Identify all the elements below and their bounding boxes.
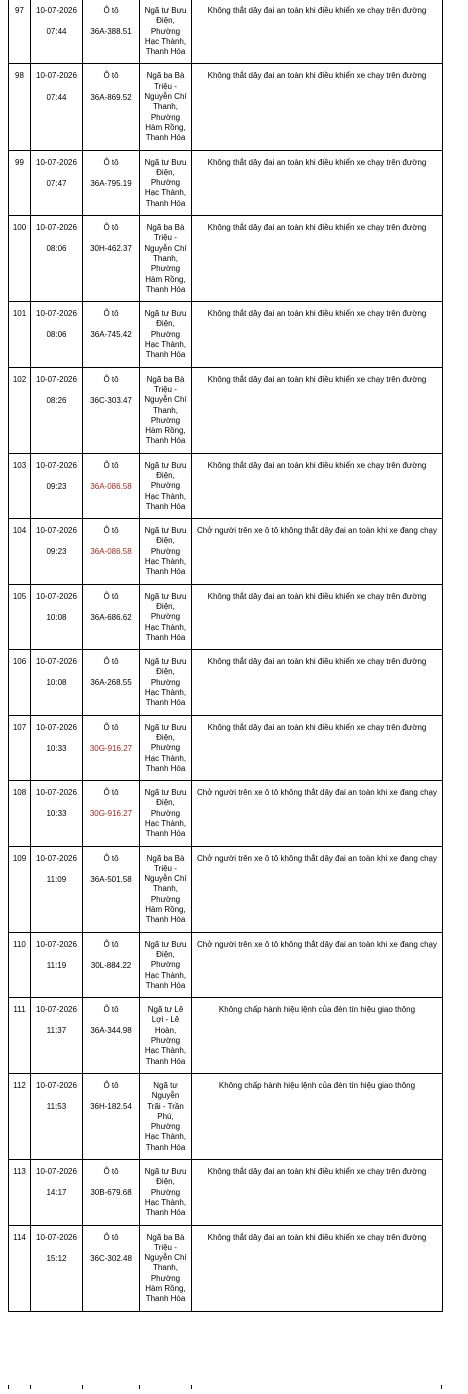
location-line: Ngã ba Bà xyxy=(146,71,185,81)
next-row-stub xyxy=(8,1376,442,1380)
location-line: Hạc Thành, xyxy=(144,340,187,350)
vehicle-type: Ô tô xyxy=(103,939,119,949)
location-cell xyxy=(140,932,192,997)
table-row xyxy=(9,781,443,846)
location-line: Điện, xyxy=(156,470,175,480)
location-cell xyxy=(140,302,192,367)
location-line: Ngã tư Bưu xyxy=(144,6,187,15)
violation-description: Chở người trên xe ô tô không thắt dây đai an toàn khi xe đang chạy xyxy=(192,846,443,932)
violation-description: Chở người trên xe ô tô không thắt dây đai an toàn khi xe đang chạy xyxy=(192,932,443,997)
location-line: Điện, xyxy=(156,1177,175,1187)
location-cell xyxy=(140,1225,192,1311)
vehicle-cell xyxy=(83,302,140,367)
location-line: Ngã tư Bưu xyxy=(144,939,187,949)
location-line: Hạc Thành, xyxy=(144,188,187,198)
time-text: 09:23 xyxy=(46,481,67,491)
row-number: 113 xyxy=(9,1160,31,1225)
row-number: 108 xyxy=(9,781,31,846)
location-line: Hàm Rồng, xyxy=(145,426,186,436)
vehicle-type: Ô tô xyxy=(103,657,119,667)
row-number: 112 xyxy=(9,1073,31,1159)
row-number: 100 xyxy=(9,216,31,302)
table-row xyxy=(9,64,443,150)
location-line: Ngã tư Bưu xyxy=(144,591,187,601)
datetime-cell xyxy=(31,932,83,997)
location-line: Thanh Hóa xyxy=(145,980,186,990)
row-number: 107 xyxy=(9,715,31,780)
row-number: 102 xyxy=(9,367,31,453)
datetime-cell xyxy=(31,650,83,715)
license-plate: 36A-388.51 xyxy=(90,27,132,37)
location-line: Điện, xyxy=(156,601,175,611)
datetime-cell xyxy=(31,715,83,780)
violation-description: Không thắt dây đai an toàn khi điều khiển xe chạy trên đường xyxy=(192,302,443,367)
date-text: 10-07-2026 xyxy=(36,460,77,470)
violation-description: Không thắt dây đai an toàn khi điều khiển xe chạy trên đường xyxy=(192,1160,443,1225)
location-line: Phường xyxy=(150,1122,181,1132)
location-line: Ngã tư Bưu xyxy=(144,788,187,798)
location-line: Triệu - xyxy=(154,384,177,394)
location-line: Thanh, xyxy=(153,884,178,894)
row-number: 101 xyxy=(9,302,31,367)
location-line: Hàm Rồng, xyxy=(145,122,186,132)
location-line: Thanh, xyxy=(153,405,178,415)
location-line: Điện, xyxy=(156,732,175,742)
location-line: Hạc Thành, xyxy=(144,622,187,632)
location-cell xyxy=(140,367,192,453)
datetime-cell xyxy=(31,998,83,1074)
location-line: Triệu - xyxy=(154,233,177,243)
vehicle-type: Ô tô xyxy=(103,309,119,319)
location-cell xyxy=(140,781,192,846)
location-line: Hạc Thành, xyxy=(144,970,187,980)
location-line: Phường xyxy=(150,481,181,491)
time-text: 11:19 xyxy=(46,960,67,970)
location-line: Điện, xyxy=(156,167,175,177)
date-text: 10-07-2026 xyxy=(36,71,77,81)
date-text: 10-07-2026 xyxy=(36,788,77,798)
table-row xyxy=(9,584,443,649)
location-cell xyxy=(140,1160,192,1225)
location-cell xyxy=(140,453,192,518)
location-line: Nguyễn Chí xyxy=(144,395,187,405)
location-cell xyxy=(140,150,192,215)
datetime-cell xyxy=(31,64,83,150)
location-line: Hạc Thành, xyxy=(144,36,187,46)
next-row-borders xyxy=(8,1385,442,1389)
vehicle-cell xyxy=(83,0,140,64)
date-text: 10-07-2026 xyxy=(36,1232,77,1242)
table-row xyxy=(9,453,443,518)
license-plate: 36A-268.55 xyxy=(90,678,132,688)
date-text: 10-07-2026 xyxy=(36,157,77,167)
vehicle-cell xyxy=(83,584,140,649)
location-line: Phường xyxy=(150,960,181,970)
location-line: Ngã tư Bưu xyxy=(144,526,187,536)
location-line: Hàm Rồng, xyxy=(145,905,186,915)
datetime-cell xyxy=(31,584,83,649)
location-line: Thanh Hóa xyxy=(145,763,186,773)
location-line: Điện, xyxy=(156,536,175,546)
location-line: Phường xyxy=(150,329,181,339)
row-number: 114 xyxy=(9,1225,31,1311)
table-row xyxy=(9,216,443,302)
location-line: Ngã tư Lê xyxy=(147,1005,184,1015)
location-line: Điện, xyxy=(156,16,175,26)
table-row xyxy=(9,1073,443,1159)
vehicle-type: Ô tô xyxy=(103,1005,119,1015)
table-row xyxy=(9,519,443,584)
location-line: Phường xyxy=(150,112,181,122)
vehicle-cell xyxy=(83,367,140,453)
license-plate: 36A-344.98 xyxy=(90,1026,132,1036)
location-line: Trãi - Trần xyxy=(147,1101,184,1111)
row-number: 97 xyxy=(9,0,31,64)
date-text: 10-07-2026 xyxy=(36,1080,77,1090)
location-line: Ngã tư Bưu xyxy=(144,722,187,732)
date-text: 10-07-2026 xyxy=(36,374,77,384)
license-plate: 36A-501.58 xyxy=(90,874,132,884)
vehicle-cell xyxy=(83,1160,140,1225)
datetime-cell xyxy=(31,1073,83,1159)
time-text: 07:44 xyxy=(46,92,67,102)
location-line: Lợi - Lê xyxy=(151,1015,180,1025)
time-text: 08:06 xyxy=(46,330,67,340)
vehicle-cell xyxy=(83,846,140,932)
row-number: 106 xyxy=(9,650,31,715)
vehicle-type: Ô tô xyxy=(103,6,119,15)
table-row xyxy=(9,0,443,64)
time-text: 10:08 xyxy=(46,612,67,622)
location-line: Hạc Thành, xyxy=(144,1046,187,1056)
location-line: Hàm Rồng, xyxy=(145,1283,186,1293)
license-plate: 36A-869.52 xyxy=(90,92,132,102)
location-cell xyxy=(140,0,192,64)
location-line: Phường xyxy=(150,894,181,904)
datetime-cell xyxy=(31,367,83,453)
location-line: Thanh Hóa xyxy=(145,47,186,57)
vehicle-cell xyxy=(83,150,140,215)
location-line: Thanh Hóa xyxy=(145,567,186,577)
time-text: 11:09 xyxy=(46,874,67,884)
violation-description: Không thắt dây đai an toàn khi điều khiển xe chạy trên đường xyxy=(192,584,443,649)
table-row xyxy=(9,715,443,780)
location-line: Điện, xyxy=(156,798,175,808)
location-line: Nguyễn xyxy=(151,1091,180,1101)
location-line: Ngã ba Bà xyxy=(146,1232,185,1242)
date-text: 10-07-2026 xyxy=(36,853,77,863)
license-plate: 36C-302.48 xyxy=(90,1253,132,1263)
violation-description: Không thắt dây đai an toàn khi điều khiển xe chạy trên đường xyxy=(192,64,443,150)
row-number: 104 xyxy=(9,519,31,584)
vehicle-type: Ô tô xyxy=(103,460,119,470)
location-line: Thanh Hóa xyxy=(145,1142,186,1152)
vehicle-cell xyxy=(83,1073,140,1159)
date-text: 10-07-2026 xyxy=(36,591,77,601)
vehicle-cell xyxy=(83,519,140,584)
vehicle-type: Ô tô xyxy=(103,591,119,601)
datetime-cell xyxy=(31,302,83,367)
violation-description: Không thắt dây đai an toàn khi điều khiển xe chạy trên đường xyxy=(192,0,443,64)
location-line: Thanh Hóa xyxy=(145,436,186,446)
violation-description: Chở người trên xe ô tô không thắt dây đai an toàn khi xe đang chạy xyxy=(192,781,443,846)
location-cell xyxy=(140,519,192,584)
vehicle-cell xyxy=(83,932,140,997)
location-line: Nguyễn Chí xyxy=(144,92,187,102)
row-number: 103 xyxy=(9,453,31,518)
location-line: Triệu - xyxy=(154,1242,177,1252)
table-row xyxy=(9,367,443,453)
license-plate: 36H-182.54 xyxy=(90,1102,132,1112)
datetime-cell xyxy=(31,216,83,302)
location-line: Ngã ba Bà xyxy=(146,853,185,863)
date-text: 10-07-2026 xyxy=(36,939,77,949)
location-line: Nguyễn Chí xyxy=(144,243,187,253)
location-line: Ngã tư Bưu xyxy=(144,460,187,470)
datetime-cell xyxy=(31,781,83,846)
vehicle-type: Ô tô xyxy=(103,526,119,536)
location-line: Thanh Hóa xyxy=(145,1056,186,1066)
table-row xyxy=(9,650,443,715)
date-text: 10-07-2026 xyxy=(36,1167,77,1177)
datetime-cell xyxy=(31,519,83,584)
location-cell xyxy=(140,846,192,932)
datetime-cell xyxy=(31,1225,83,1311)
time-text: 07:47 xyxy=(46,178,67,188)
location-line: Phường xyxy=(150,264,181,274)
time-text: 08:26 xyxy=(46,395,67,405)
license-plate: 30L-884.22 xyxy=(90,960,132,970)
location-line: Triệu - xyxy=(154,81,177,91)
time-text: 10:08 xyxy=(46,678,67,688)
vehicle-type: Ô tô xyxy=(103,71,119,81)
location-line: Thanh, xyxy=(153,102,178,112)
location-line: Phường xyxy=(150,612,181,622)
license-plate: 36C-303.47 xyxy=(90,395,132,405)
location-line: Phường xyxy=(150,26,181,36)
datetime-cell xyxy=(31,1160,83,1225)
location-cell xyxy=(140,584,192,649)
date-text: 10-07-2026 xyxy=(36,526,77,536)
row-number: 111 xyxy=(9,998,31,1074)
violation-description: Không thắt dây đai an toàn khi điều khiển xe chạy trên đường xyxy=(192,150,443,215)
date-text: 10-07-2026 xyxy=(36,6,77,15)
license-plate: 30H-462.37 xyxy=(90,244,132,254)
location-line: Phường xyxy=(150,808,181,818)
vehicle-cell xyxy=(83,1225,140,1311)
vehicle-cell xyxy=(83,781,140,846)
location-line: Phường xyxy=(150,178,181,188)
time-text: 10:33 xyxy=(46,809,67,819)
location-line: Thanh Hóa xyxy=(145,284,186,294)
license-plate: 30G-916.27 xyxy=(89,743,133,753)
time-text: 10:33 xyxy=(46,743,67,753)
datetime-cell xyxy=(31,453,83,518)
location-line: Thanh Hóa xyxy=(145,829,186,839)
location-line: Ngã ba Bà xyxy=(146,374,185,384)
location-cell xyxy=(140,715,192,780)
date-text: 10-07-2026 xyxy=(36,722,77,732)
row-number: 109 xyxy=(9,846,31,932)
table-row xyxy=(9,932,443,997)
violation-description: Không thắt dây đai an toàn khi điều khiển xe chạy trên đường xyxy=(192,453,443,518)
datetime-cell xyxy=(31,846,83,932)
vehicle-type: Ô tô xyxy=(103,374,119,384)
violation-description: Không thắt dây đai an toàn khi điều khiển xe chạy trên đường xyxy=(192,216,443,302)
row-number: 110 xyxy=(9,932,31,997)
location-line: Thanh Hóa xyxy=(145,133,186,143)
vehicle-type: Ô tô xyxy=(103,1167,119,1177)
license-plate: 36A-745.42 xyxy=(90,330,132,340)
vehicle-cell xyxy=(83,998,140,1074)
location-line: Hạc Thành, xyxy=(144,1132,187,1142)
location-line: Phường xyxy=(150,546,181,556)
location-line: Thanh Hóa xyxy=(145,915,186,925)
time-text: 11:37 xyxy=(46,1026,67,1036)
violations-table xyxy=(8,0,443,1312)
location-cell xyxy=(140,650,192,715)
vehicle-type: Ô tô xyxy=(103,853,119,863)
row-number: 105 xyxy=(9,584,31,649)
location-cell xyxy=(140,216,192,302)
location-line: Điện, xyxy=(156,319,175,329)
location-line: Thanh Hóa xyxy=(145,632,186,642)
location-line: Ngã tư Bưu xyxy=(144,1167,187,1177)
violation-description: Không thắt dây đai an toàn khi điều khiển xe chạy trên đường xyxy=(192,650,443,715)
location-line: Thanh Hóa xyxy=(145,698,186,708)
location-line: Hạc Thành, xyxy=(144,753,187,763)
table-row xyxy=(9,846,443,932)
date-text: 10-07-2026 xyxy=(36,657,77,667)
table-row xyxy=(9,998,443,1074)
location-line: Ngã tư Bưu xyxy=(144,309,187,319)
location-line: Thanh, xyxy=(153,253,178,263)
location-line: Thanh Hóa xyxy=(145,350,186,360)
location-line: Hạc Thành, xyxy=(144,819,187,828)
violation-description: Không thắt dây đai an toàn khi điều khiển xe chạy trên đường xyxy=(192,1225,443,1311)
vehicle-cell xyxy=(83,715,140,780)
location-line: Thanh Hóa xyxy=(145,501,186,511)
vehicle-type: Ô tô xyxy=(103,1080,119,1090)
time-text: 14:17 xyxy=(46,1188,67,1198)
vehicle-cell xyxy=(83,216,140,302)
table-row xyxy=(9,302,443,367)
location-line: Hàm Rồng, xyxy=(145,274,186,284)
table-row xyxy=(9,1225,443,1311)
table-row xyxy=(9,150,443,215)
violation-description: Chở người trên xe ô tô không thắt dây đai an toàn khi xe đang chạy xyxy=(192,519,443,584)
violation-description: Không chấp hành hiệu lệnh của đèn tín hiệu giao thông xyxy=(192,998,443,1074)
location-line: Nguyễn Chí xyxy=(144,874,187,884)
location-line: Ngã tư Bưu xyxy=(144,157,187,167)
vehicle-type: Ô tô xyxy=(103,788,119,798)
vehicle-cell xyxy=(83,453,140,518)
location-line: Triệu - xyxy=(154,863,177,873)
table-row xyxy=(9,1160,443,1225)
location-line: Điện, xyxy=(156,667,175,677)
location-line: Ngã tư Bưu xyxy=(144,657,187,667)
vehicle-cell xyxy=(83,650,140,715)
vehicle-cell xyxy=(83,64,140,150)
license-plate: 36A-686.62 xyxy=(90,612,132,622)
location-line: Thanh Hóa xyxy=(145,198,186,208)
date-text: 10-07-2026 xyxy=(36,309,77,319)
row-number: 98 xyxy=(9,64,31,150)
location-line: Nguyễn Chí xyxy=(144,1253,187,1263)
location-line: Ngã tư xyxy=(153,1080,178,1090)
location-cell xyxy=(140,64,192,150)
location-cell xyxy=(140,998,192,1074)
license-plate: 36A-086.58 xyxy=(90,481,132,491)
location-line: Hoàn, xyxy=(154,1025,177,1035)
violation-description: Không thắt dây đai an toàn khi điều khiển xe chạy trên đường xyxy=(192,715,443,780)
location-line: Phường xyxy=(150,677,181,687)
license-plate: 30G-916.27 xyxy=(89,809,133,819)
location-line: Thanh Hóa xyxy=(145,1208,186,1218)
location-line: Thanh, xyxy=(153,1263,178,1273)
location-cell xyxy=(140,1073,192,1159)
location-line: Thanh Hóa xyxy=(145,1294,186,1304)
vehicle-type: Ô tô xyxy=(103,223,119,233)
date-text: 10-07-2026 xyxy=(36,1005,77,1015)
location-line: Hạc Thành, xyxy=(144,491,187,501)
datetime-cell xyxy=(31,0,83,64)
time-text: 11:53 xyxy=(46,1102,67,1112)
vehicle-type: Ô tô xyxy=(103,722,119,732)
location-line: Hạc Thành, xyxy=(144,688,187,698)
datetime-cell xyxy=(31,150,83,215)
license-plate: 36A-795.19 xyxy=(90,178,132,188)
location-line: Ngã ba Bà xyxy=(146,223,185,233)
license-plate: 36A-086.58 xyxy=(90,547,132,557)
location-line: Hạc Thành, xyxy=(144,557,187,567)
location-line: Phú, xyxy=(157,1111,174,1121)
location-line: Phường xyxy=(150,1036,181,1046)
violation-description: Không thắt dây đai an toàn khi điều khiển xe chạy trên đường xyxy=(192,367,443,453)
license-plate: 30B-679.68 xyxy=(90,1188,132,1198)
location-line: Phường xyxy=(150,743,181,753)
location-line: Hạc Thành, xyxy=(144,1197,187,1207)
violation-description: Không chấp hành hiệu lệnh của đèn tín hiệu giao thông xyxy=(192,1073,443,1159)
location-line: Phường xyxy=(150,415,181,425)
time-text: 15:12 xyxy=(46,1253,67,1263)
time-text: 09:23 xyxy=(46,547,67,557)
row-number: 99 xyxy=(9,150,31,215)
time-text: 07:44 xyxy=(46,27,67,37)
time-text: 08:06 xyxy=(46,244,67,254)
location-line: Điện, xyxy=(156,949,175,959)
date-text: 10-07-2026 xyxy=(36,223,77,233)
vehicle-type: Ô tô xyxy=(103,1232,119,1242)
location-line: Phường xyxy=(150,1273,181,1283)
location-line: Phường xyxy=(150,1187,181,1197)
violations-table-body xyxy=(9,0,443,1311)
vehicle-type: Ô tô xyxy=(103,157,119,167)
